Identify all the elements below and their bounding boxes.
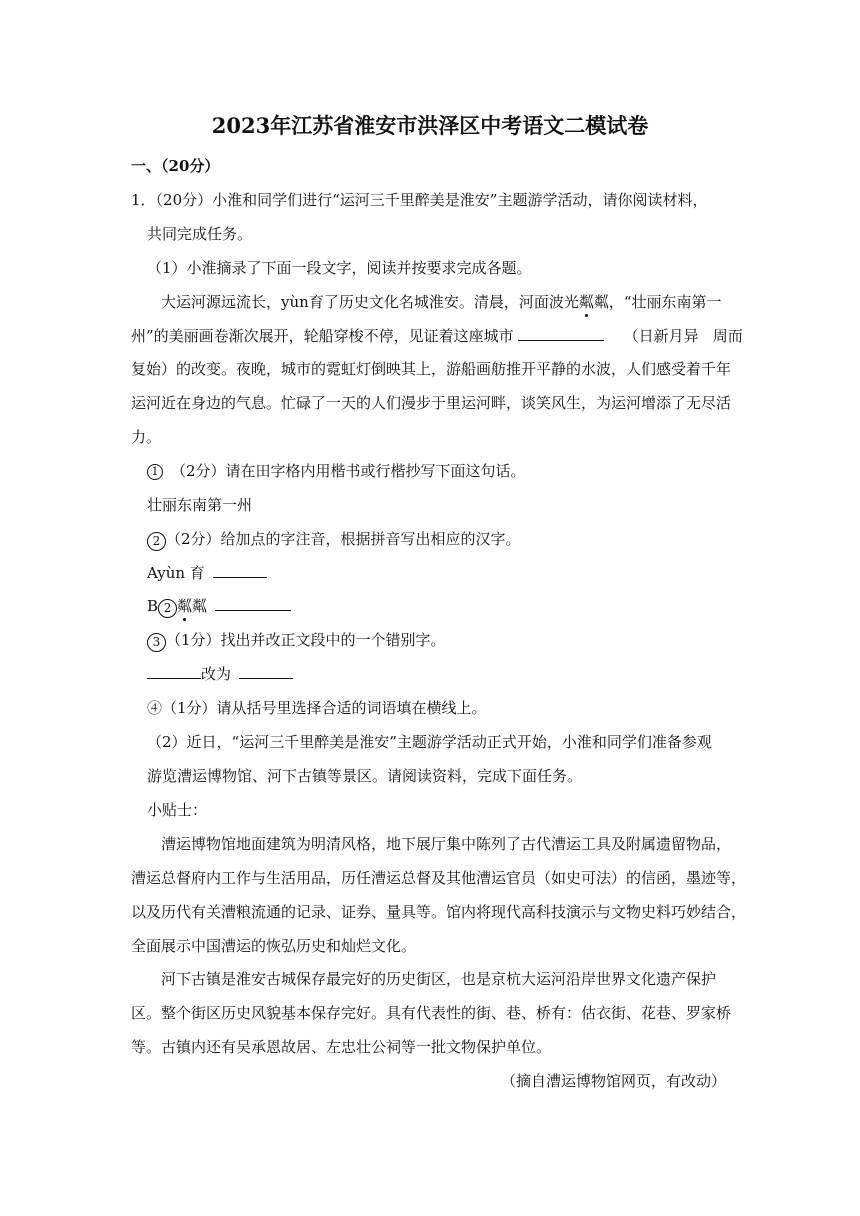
passage-text: 周而 (712, 327, 743, 345)
page-title: 2023年江苏省淮安市洪泽区中考语文二模试卷 (211, 113, 649, 138)
subtask-text: （2分）给加点的字注音，根据拼音写出相应的汉字。 (166, 530, 521, 548)
museum-line-4: 全面展示中国漕运的恢弘历史和灿烂文化。 (131, 937, 417, 955)
subtask-1 (147, 461, 526, 481)
answer-blank (239, 664, 293, 679)
subtask-text: （2分）请在田字格内用楷书或行楷抄写下面这句话。 (171, 462, 526, 480)
town-line-3: 等。古镇内还有吴承恩故居、左忠壮公祠等一批文物保护单位。 (131, 1038, 552, 1056)
museum-line-1: 漕运博物馆地面建筑为明清风格，地下展厅集中陈列了古代漕运工具及附属遗留物品， (161, 835, 732, 853)
item-b-rest: 粼 (192, 597, 208, 615)
passage-text: 大运河源远流长， (161, 293, 282, 311)
item-a-label: Ayùn 育 (147, 564, 205, 582)
section-heading (131, 156, 219, 176)
pinyin-yun: yùn (281, 293, 309, 311)
passage-line-1 (161, 292, 722, 312)
dotted-character: 粼 (578, 293, 594, 311)
town-line-1: 河下古镇是淮安古城保存最完好的历史街区，也是京杭大运河沿岸世界文化遗产保护 (161, 970, 717, 988)
passage-line-5: 力。 (131, 428, 162, 446)
passage-line-4: 运河近在身边的气息。忙碌了一天的人们漫步于里运河畔，谈笑风生，为运河增添了无尽活 (131, 394, 732, 412)
subtask-3 (147, 630, 446, 650)
circled-number-2: 2 (158, 599, 177, 618)
subtask-2-item-b (147, 596, 291, 616)
subtask-2 (147, 529, 521, 549)
subtask-text: （1分）找出并改正文段中的一个错别字。 (166, 631, 446, 649)
town-line-2: 区。整个街区历史风貌基本保存完好。具有代表性的街、巷、桥有：估衣街、花巷、罗家桥 (131, 1004, 732, 1022)
fill-blank (518, 326, 604, 341)
question-1-line-1: 1．（20分）小淮和同学们进行“运河三千里醉美是淮安”主题游学活动，请你阅读材料， (131, 191, 708, 209)
passage-text: 粼，“壮丽东南第一 (593, 293, 722, 311)
passage-text: 育了历史文化名城淮安。清晨，河面波光 (308, 293, 579, 311)
section-points: （20分） (161, 157, 220, 175)
answer-blank (147, 664, 201, 679)
passage-line-2 (131, 326, 743, 346)
item-b-prefix: B (147, 597, 159, 615)
part-1-intro: （1）小淮摘录了下面一段文字，阅读并按要求完成各题。 (147, 259, 532, 277)
circled-number-2: 2 (147, 532, 166, 551)
museum-line-2: 漕运总督府内工作与生活用品，历任漕运总督及其他漕运官员（如史可法）的信函，墨迹等， (131, 869, 747, 887)
change-to-label: 改为 (201, 665, 232, 683)
part-2-line-2: 游览漕运博物馆、河下古镇等景区。请阅读资料，完成下面任务。 (147, 767, 583, 785)
question-1-line-2: 共同完成任务。 (147, 225, 253, 243)
museum-line-3: 以及历代有关漕粮流通的记录、证券、量具等。馆内将现代高科技演示与文物史料巧妙结合， (131, 903, 747, 921)
dotted-character: 粼 (177, 597, 193, 615)
passage-text: 州”的美丽画卷渐次展开，轮船穿梭不停，见证着这座城市 (131, 327, 514, 345)
circled-number-3: 3 (147, 633, 166, 652)
passage-text: （日新月异 (623, 327, 699, 345)
subtask-4: ④（1分）请从括号里选择合适的词语填在横线上。 (147, 699, 487, 717)
copy-phrase: 壮丽东南第一州 (147, 496, 253, 514)
answer-blank (215, 596, 291, 611)
source-note: （摘自漕运博物馆网页，有改动） (500, 1072, 726, 1090)
part-2-line-1: （2）近日，“运河三千里醉美是淮安”主题游学活动正式开始，小淮和同学们准备参观 (147, 733, 712, 751)
subtask-3-answer (147, 664, 293, 684)
answer-blank (213, 563, 267, 578)
circled-number-1: 1 (147, 464, 163, 480)
subtask-2-item-a (147, 563, 267, 583)
section-label: 一、 (131, 157, 162, 175)
tips-label: 小贴士： (147, 801, 208, 819)
passage-line-3: 复始）的改变。夜晚，城市的霓虹灯倒映其上，游船画舫推开平静的水波，人们感受着千年 (131, 360, 732, 378)
